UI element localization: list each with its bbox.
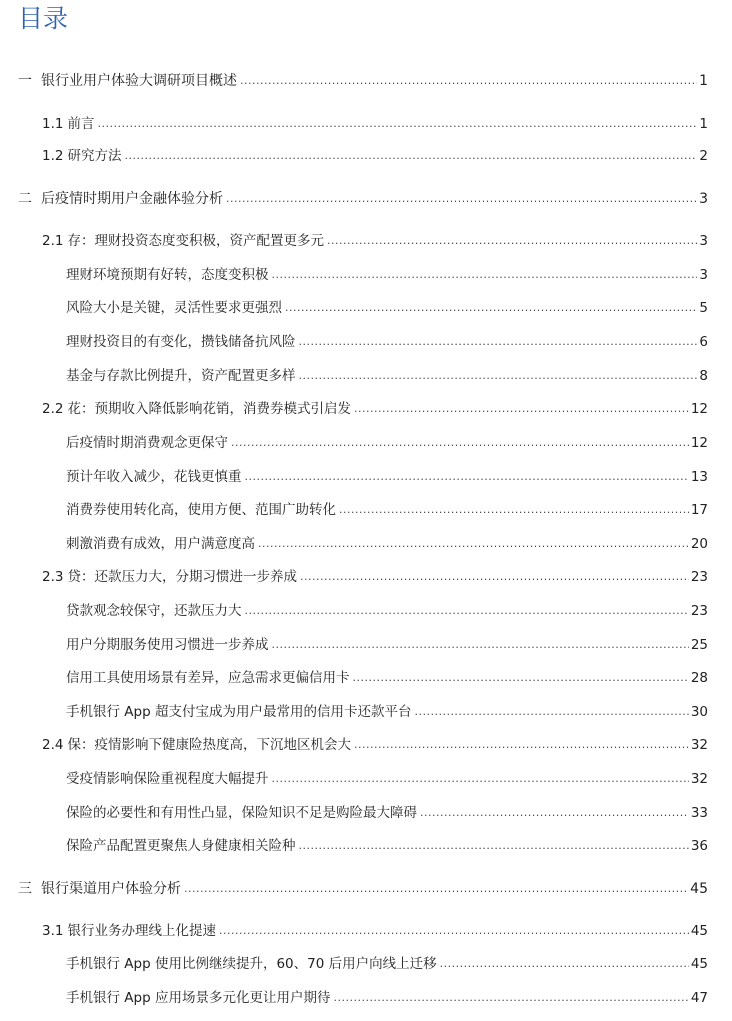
toc-entry-label: 保：疫情影响下健康险热度高，下沉地区机会大	[67, 737, 351, 753]
toc-entry-label: 保险产品配置更聚焦人身健康相关险种	[66, 838, 296, 854]
toc-entry[interactable]	[42, 230, 708, 252]
dot-leader	[258, 533, 689, 555]
dot-leader	[414, 701, 688, 723]
dot-leader	[184, 878, 688, 900]
toc-entry-label: 理财环境预期有好转，态度变积极	[66, 267, 269, 283]
toc-entry-page-number: 30	[690, 704, 708, 720]
dot-leader	[299, 835, 689, 857]
dot-leader	[272, 768, 689, 790]
dot-leader	[97, 113, 697, 135]
toc-entry-label: 银行业用户体验大调研项目概述	[41, 73, 237, 89]
toc-entry-page-number: 17	[690, 502, 708, 518]
toc-entry[interactable]	[42, 566, 708, 588]
dot-leader	[333, 987, 688, 1009]
toc-entry-label: 前言	[67, 116, 95, 132]
dot-leader	[299, 331, 698, 353]
toc-entry-label: 银行渠道用户体验分析	[41, 881, 181, 897]
toc-entry[interactable]	[18, 188, 708, 210]
toc-entry-label: 基金与存款比例提升，资产配置更多样	[66, 368, 296, 384]
dot-leader	[327, 230, 697, 252]
toc-entry-page-number: 33	[690, 805, 708, 821]
dot-leader	[272, 264, 698, 286]
toc-entry[interactable]	[66, 365, 708, 387]
toc-entry-page-number: 12	[690, 401, 708, 417]
toc-entry[interactable]	[66, 802, 708, 824]
toc-entry-number: 2.4	[42, 737, 64, 753]
dot-leader	[420, 802, 689, 824]
dot-leader	[219, 920, 689, 942]
toc-entry-label: 风险大小是关键，灵活性要求更强烈	[66, 300, 282, 316]
toc-entry-page-number: 6	[699, 334, 708, 350]
toc-entry-page-number: 5	[699, 300, 708, 316]
dot-leader	[299, 365, 698, 387]
toc-entry-label: 存：理财投资态度变积极，资产配置更多元	[67, 233, 324, 249]
toc-entry-page-number: 32	[690, 737, 708, 753]
toc-entry[interactable]	[42, 734, 708, 756]
toc-entry-label: 贷：还款压力大，分期习惯进一步养成	[67, 569, 297, 585]
toc-entry[interactable]	[66, 835, 708, 857]
toc-entry-page-number: 45	[690, 923, 708, 939]
toc-entry[interactable]	[66, 667, 708, 689]
toc-entry-number: 1.2	[42, 148, 64, 164]
toc-entry[interactable]	[66, 331, 708, 353]
toc-entry-label: 贷款观念较保守，还款压力大	[66, 603, 242, 619]
toc-entry-label: 刺激消费有成效，用户满意度高	[66, 536, 255, 552]
toc-entry[interactable]	[66, 987, 708, 1009]
toc-entry-page-number: 1	[699, 116, 708, 132]
dot-leader	[339, 499, 689, 521]
toc-entry[interactable]	[66, 533, 708, 555]
dot-leader	[231, 432, 689, 454]
toc-entry-number: 1.1	[42, 116, 64, 132]
toc-entry-page-number: 12	[690, 435, 708, 451]
dot-leader	[354, 734, 689, 756]
toc-entry-number: 二	[18, 191, 32, 207]
toc-entry-page-number: 8	[699, 368, 708, 384]
toc-entry-page-number: 47	[690, 990, 708, 1006]
toc-entry[interactable]	[18, 878, 708, 900]
toc-entry[interactable]	[42, 145, 708, 167]
toc-entry[interactable]	[66, 953, 708, 975]
dot-leader	[300, 566, 689, 588]
toc-entry[interactable]	[42, 398, 708, 420]
toc-entry[interactable]	[42, 920, 708, 942]
toc-entry-number: 3.1	[42, 923, 64, 939]
toc-entry-page-number: 2	[699, 148, 708, 164]
dot-leader	[440, 953, 689, 975]
toc-entry-label: 保险的必要性和有用性凸显，保险知识不足是购险最大障碍	[66, 805, 417, 821]
toc-entry-number: 2.2	[42, 401, 64, 417]
toc-entry-page-number: 1	[699, 73, 708, 89]
toc-entry[interactable]	[66, 432, 708, 454]
dot-leader	[353, 667, 689, 689]
dot-leader	[272, 634, 689, 656]
dot-leader	[124, 145, 697, 167]
toc-entry-page-number: 36	[690, 838, 708, 854]
toc-entry-page-number: 45	[690, 881, 708, 897]
toc-entry-label: 消费券使用转化高，使用方便、范围广助转化	[66, 502, 336, 518]
toc-entry-page-number: 28	[690, 670, 708, 686]
page-title: 目录	[18, 4, 69, 33]
toc-entry[interactable]	[18, 70, 708, 92]
toc-entry-label: 预计年收入减少，花钱更慎重	[66, 469, 242, 485]
toc-entry-label: 花：预期收入降低影响花销，消费券模式引启发	[67, 401, 351, 417]
toc-entry[interactable]	[66, 466, 708, 488]
toc-entry-label: 手机银行 App 超支付宝成为用户最常用的信用卡还款平台	[66, 704, 412, 720]
dot-leader	[354, 398, 689, 420]
toc-entry-label: 手机银行 App 使用比例继续提升，60、70 后用户向线上迁移	[66, 956, 437, 972]
toc-entry[interactable]	[66, 701, 708, 723]
toc-entry-page-number: 23	[690, 569, 708, 585]
toc-entry-label: 受疫情影响保险重视程度大幅提升	[66, 771, 269, 787]
toc-entry-number: 2.3	[42, 569, 64, 585]
toc-entry-label: 后疫情时期消费观念更保守	[66, 435, 228, 451]
toc-entry[interactable]	[66, 264, 708, 286]
toc-entry-label: 后疫情时期用户金融体验分析	[41, 191, 223, 207]
toc-entry-page-number: 3	[699, 267, 708, 283]
toc-entry-page-number: 32	[690, 771, 708, 787]
toc-entry-label: 理财投资目的有变化，攒钱储备抗风险	[66, 334, 296, 350]
toc-entry[interactable]	[66, 600, 708, 622]
toc-entry-number: 三	[18, 881, 32, 897]
toc-entry-label: 银行业务办理线上化提速	[67, 923, 216, 939]
dot-leader	[240, 70, 697, 92]
dot-leader	[226, 188, 697, 210]
toc-entry-number: 一	[18, 73, 32, 89]
toc-entry[interactable]	[42, 113, 708, 135]
toc-entry-page-number: 20	[690, 536, 708, 552]
toc-entry-page-number: 23	[690, 603, 708, 619]
toc-entry-page-number: 3	[699, 191, 708, 207]
toc-entry-label: 研究方法	[67, 148, 122, 164]
toc-entry-label: 用户分期服务使用习惯进一步养成	[66, 637, 269, 653]
toc-entry[interactable]	[66, 499, 708, 521]
dot-leader	[245, 466, 689, 488]
dot-leader	[285, 297, 697, 319]
toc-entry-label: 信用工具使用场景有差异，应急需求更偏信用卡	[66, 670, 350, 686]
toc-entry-page-number: 25	[690, 637, 708, 653]
toc-entry-page-number: 3	[699, 233, 708, 249]
toc-entry-page-number: 45	[690, 956, 708, 972]
toc-entry-label: 手机银行 App 应用场景多元化更让用户期待	[66, 990, 331, 1006]
toc-entry[interactable]	[66, 768, 708, 790]
toc-entry-number: 2.1	[42, 233, 64, 249]
toc-entry-page-number: 13	[690, 469, 708, 485]
toc-entry[interactable]	[66, 297, 708, 319]
dot-leader	[245, 600, 689, 622]
toc-entry[interactable]	[66, 634, 708, 656]
